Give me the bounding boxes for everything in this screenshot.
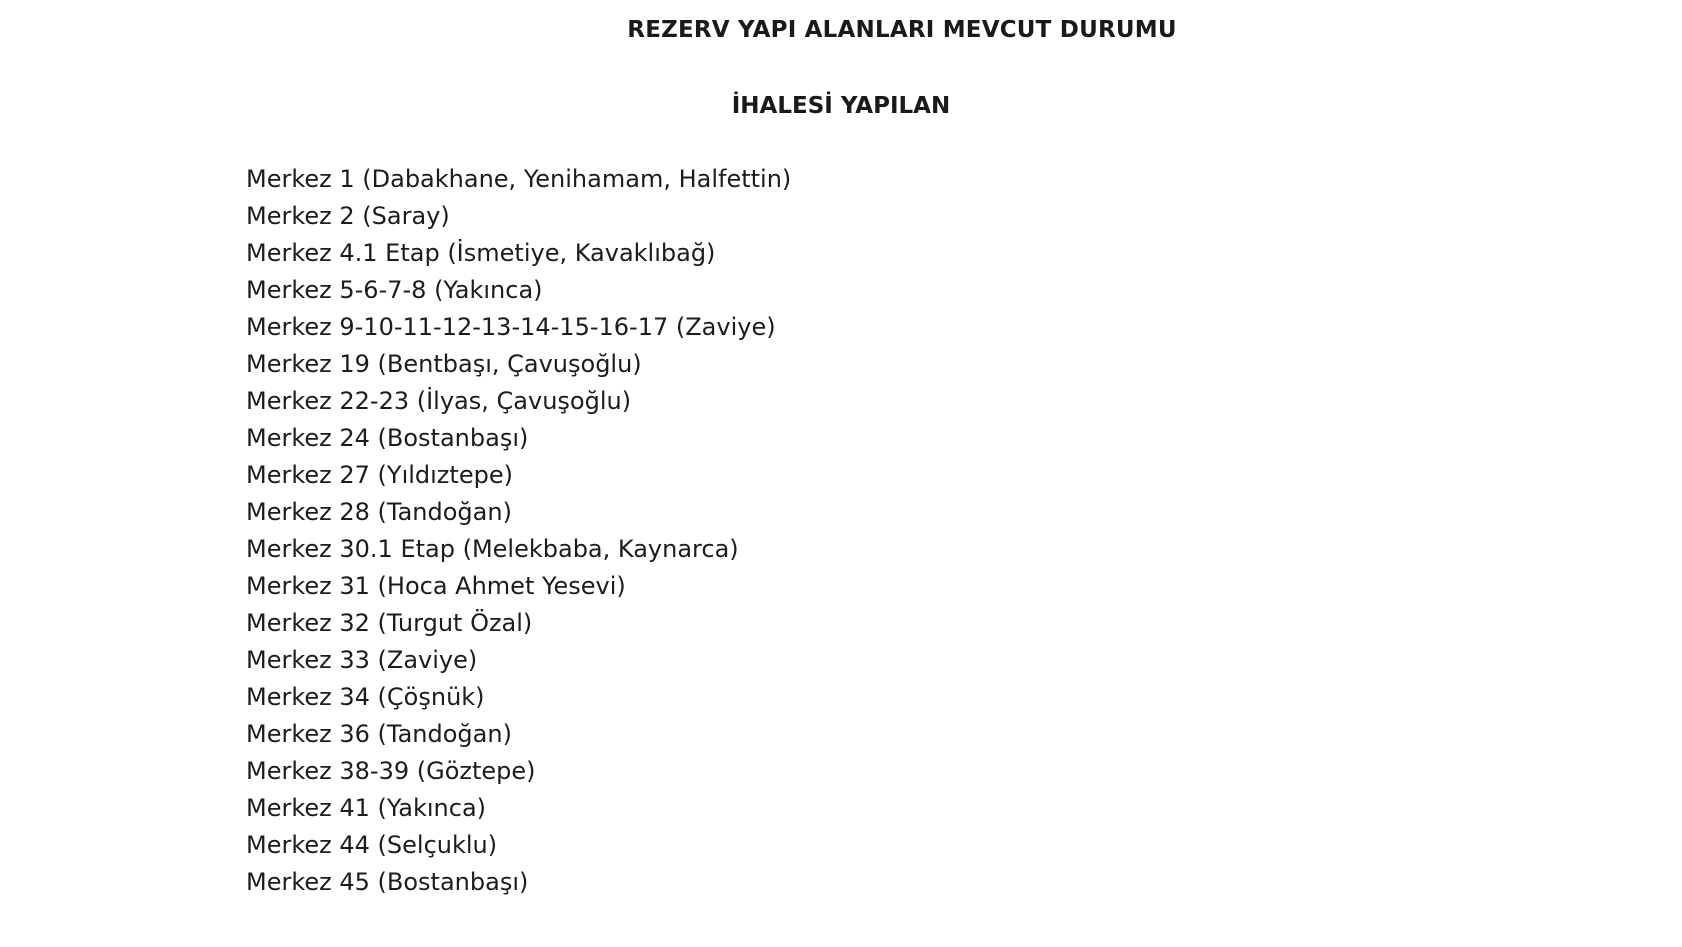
list-item: Merkez 32 (Turgut Özal) xyxy=(246,609,533,637)
list-item: Merkez 24 (Bostanbaşı) xyxy=(246,424,529,452)
list-item: Merkez 41 (Yakınca) xyxy=(246,794,487,822)
area-list xyxy=(246,161,791,901)
list-item: Merkez 38-39 (Göztepe) xyxy=(246,757,536,785)
list-item: Merkez 36 (Tandoğan) xyxy=(246,720,512,748)
list-item: Merkez 30.1 Etap (Melekbaba, Kaynarca) xyxy=(246,535,739,563)
list-item: Merkez 22-23 (İlyas, Çavuşoğlu) xyxy=(246,387,632,415)
list-item: Merkez 19 (Bentbaşı, Çavuşoğlu) xyxy=(246,350,642,378)
list-item: Merkez 33 (Zaviye) xyxy=(246,646,478,674)
document-subtitle xyxy=(0,90,1682,122)
list-item: Merkez 2 (Saray) xyxy=(246,202,450,230)
list-item: Merkez 1 (Dabakhane, Yenihamam, Halfettin) xyxy=(246,165,792,193)
document-title xyxy=(0,14,1682,46)
list-item: Merkez 4.1 Etap (İsmetiye, Kavaklıbağ) xyxy=(246,239,716,267)
list-item: Merkez 31 (Hoca Ahmet Yesevi) xyxy=(246,572,626,600)
list-item: Merkez 27 (Yıldıztepe) xyxy=(246,461,513,489)
list-item: Merkez 34 (Çöşnük) xyxy=(246,683,485,711)
document-subtitle-text: İHALESİ YAPILAN xyxy=(731,93,951,119)
list-item: Merkez 44 (Selçuklu) xyxy=(246,831,498,859)
list-item: Merkez 28 (Tandoğan) xyxy=(246,498,512,526)
list-item: Merkez 45 (Bostanbaşı) xyxy=(246,868,529,896)
list-item: Merkez 9-10-11-12-13-14-15-16-17 (Zaviye) xyxy=(246,313,776,341)
list-item: Merkez 5-6-7-8 (Yakınca) xyxy=(246,276,543,304)
document-title-text: REZERV YAPI ALANLARI MEVCUT DURUMU xyxy=(627,17,1177,43)
